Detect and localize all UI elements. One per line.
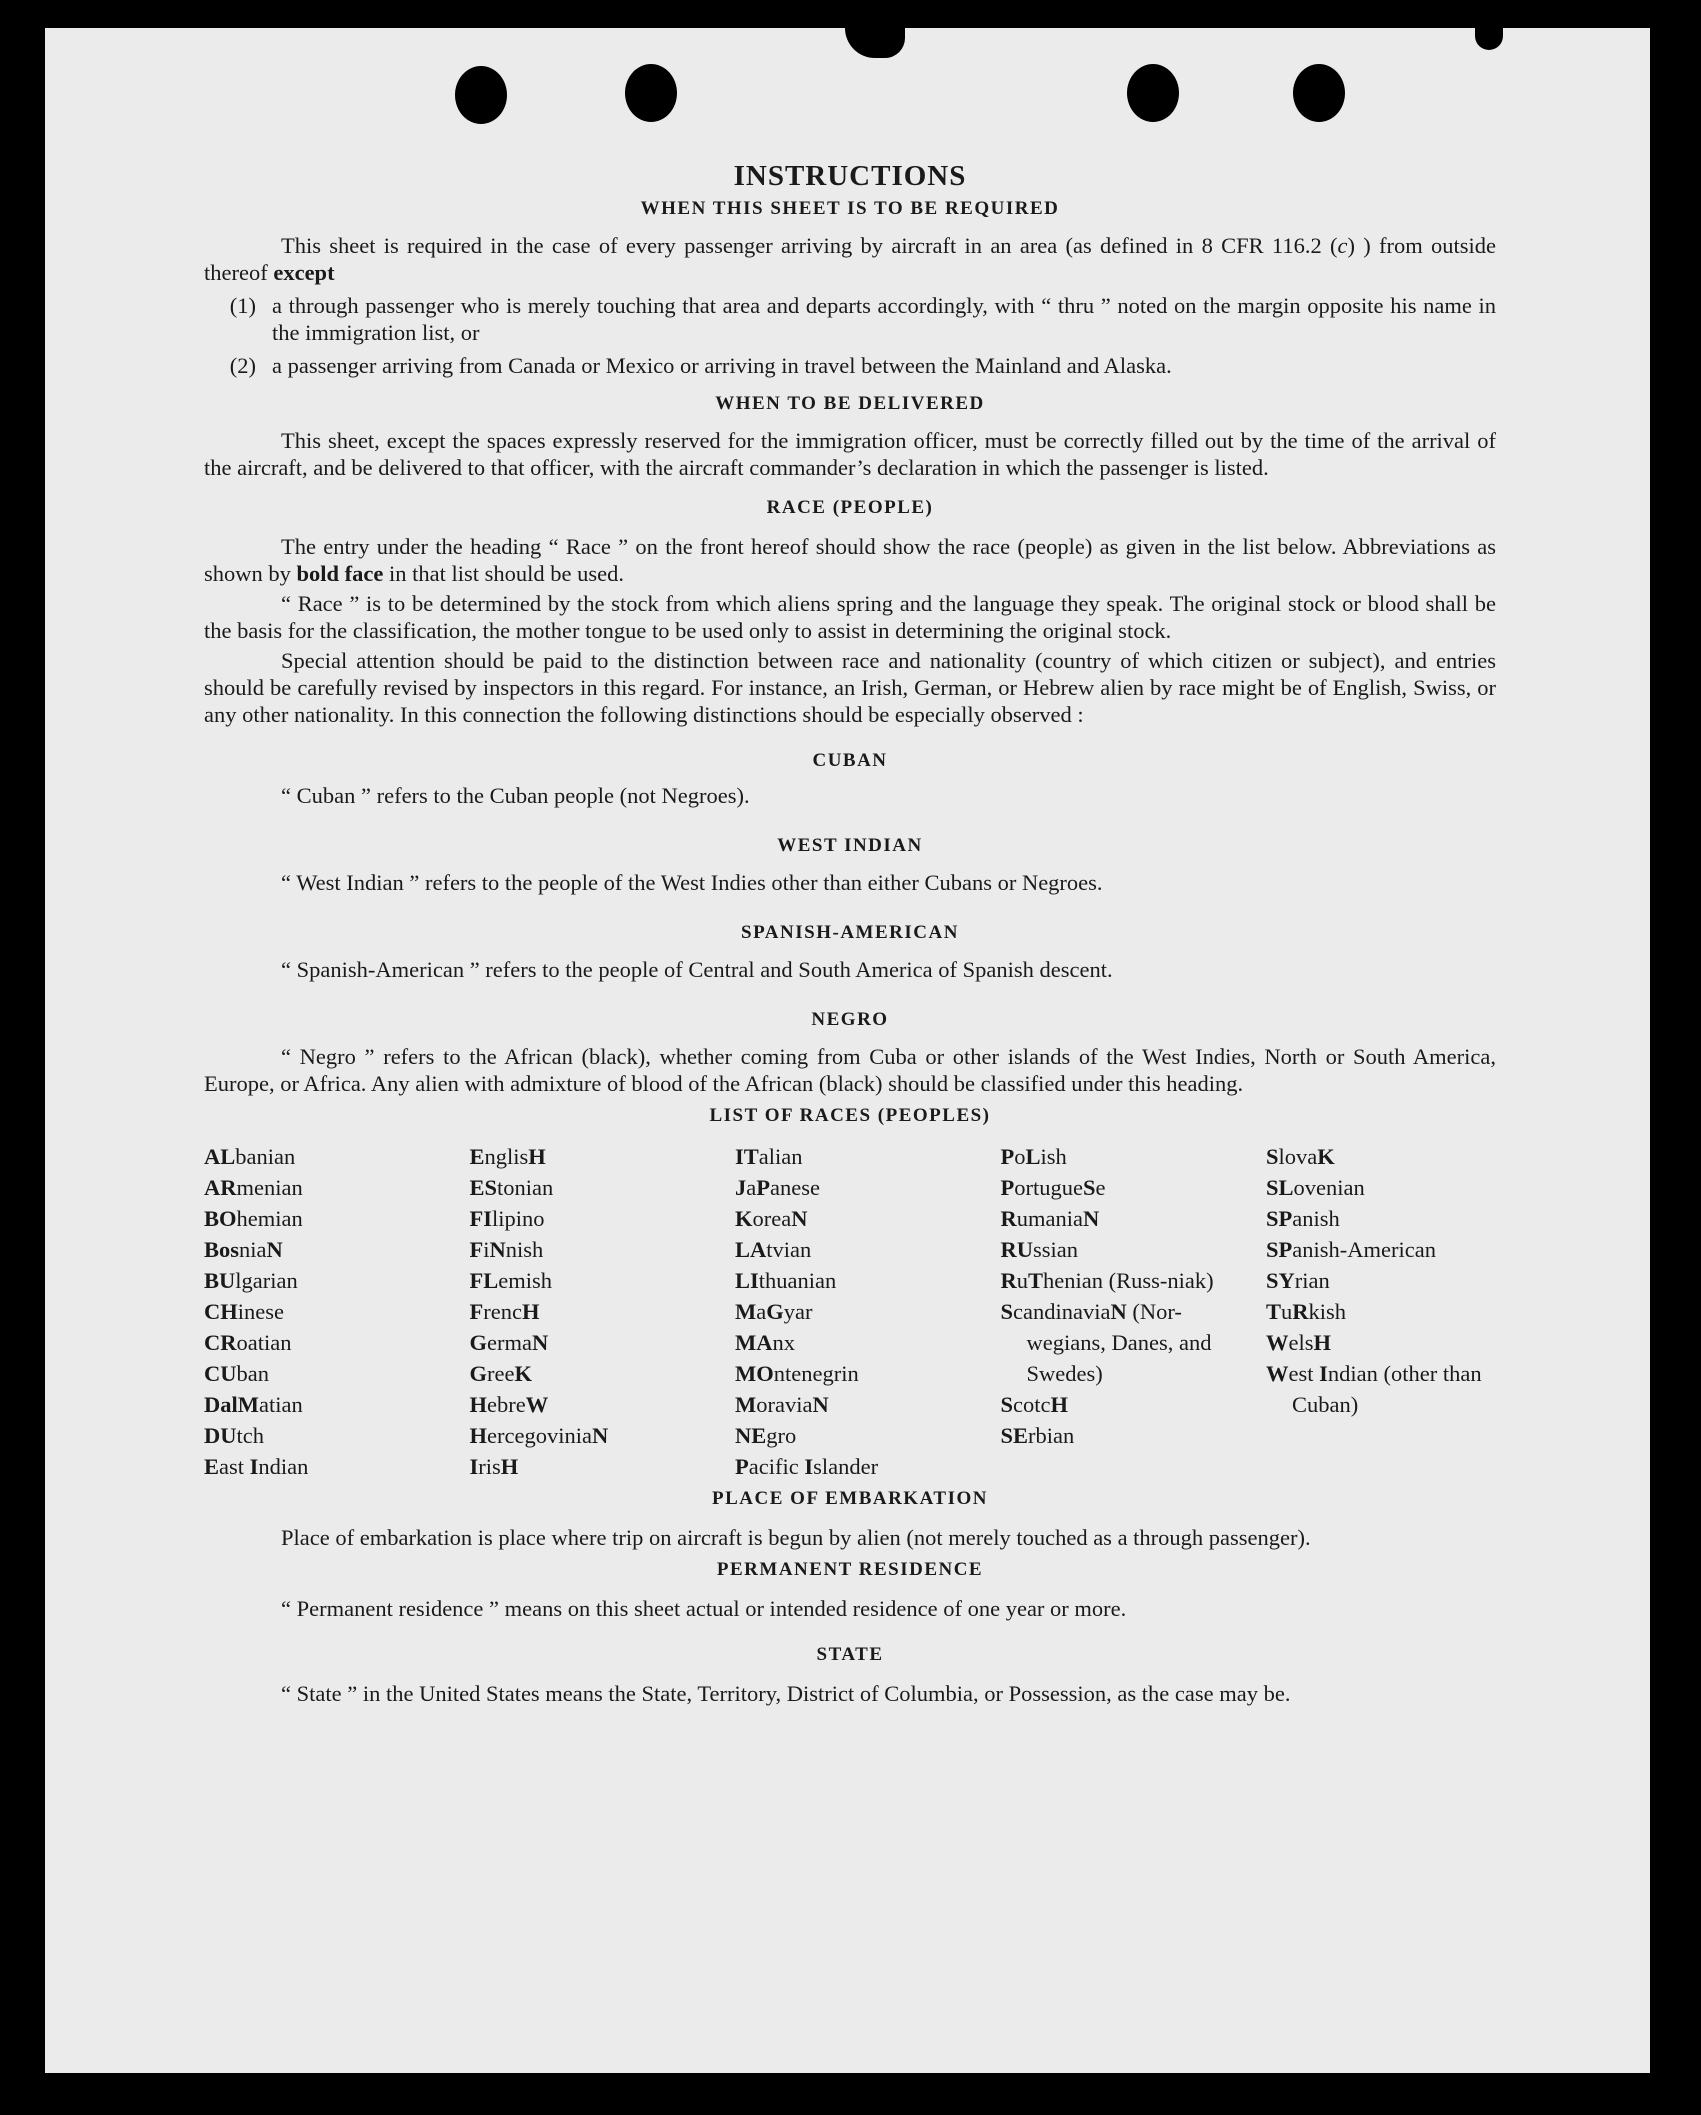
race-entry (470, 1141, 700, 1172)
race-text: thuanian (758, 1268, 837, 1293)
race-entry (470, 1358, 700, 1389)
race-abbreviation: DU (204, 1423, 237, 1448)
race-abbreviation: K (735, 1206, 753, 1231)
race-paragraph-2: “ Race ” is to be determined by the stock from which aliens spring and the language they speak. The original stock or blood shall be the basis for the classification, the mother tongue to be used only to assist in determining the original stock. (204, 591, 1496, 643)
race-text: nia (239, 1237, 267, 1262)
race-abbreviation: R (1292, 1299, 1309, 1324)
race-entry (470, 1389, 700, 1420)
race-text: alian (758, 1144, 803, 1169)
heading-when-delivered: WHEN TO BE DELIVERED (715, 393, 985, 414)
race-text: ndian (other than Cuban) (1292, 1361, 1482, 1417)
race-entry (735, 1327, 965, 1358)
exception-number: (1) (229, 293, 256, 318)
race-paragraph-1 (204, 533, 1496, 587)
race-text: ree (487, 1361, 515, 1386)
spanish-american-text: “ Spanish-American ” refers to the people of Central and South America of Spanish descent. (281, 957, 1113, 982)
race-text: menian (236, 1175, 303, 1200)
race-text: slander (813, 1454, 879, 1479)
race-abbreviation: LI (735, 1268, 759, 1293)
race-abbreviation: SP (1266, 1237, 1293, 1262)
race-abbreviation: SP (1266, 1206, 1293, 1231)
race-text: ish (1040, 1144, 1067, 1169)
race-abbreviation: W (1266, 1330, 1289, 1355)
race-text: candinavia (1013, 1299, 1111, 1324)
race-abbreviation: H (469, 1423, 488, 1448)
embarkation-text: Place of embarkation is place where trip on aircraft is begun by alien (not merely touched as a through passenger). (281, 1525, 1311, 1550)
heading-spanish-american: SPANISH-AMERICAN (741, 922, 959, 943)
race-entry (1001, 1296, 1231, 1389)
race-abbreviation: M (735, 1392, 757, 1417)
race-text: i (483, 1237, 490, 1262)
race-entry (204, 1172, 434, 1203)
race-entry (1001, 1420, 1231, 1451)
race-abbreviation: MA (735, 1330, 773, 1355)
race-abbreviation: L (1025, 1144, 1041, 1169)
races-column (735, 1141, 965, 1482)
race-entry (1266, 1265, 1496, 1296)
race-abbreviation: CH (204, 1299, 238, 1324)
race-text: orea (752, 1206, 792, 1231)
heading-permanent-residence: PERMANENT RESIDENCE (716, 1559, 984, 1580)
race-abbreviation: K (514, 1361, 532, 1386)
exception-item (47, 352, 1496, 379)
race-abbreviation: G (469, 1361, 488, 1386)
residence-text: “ Permanent residence ” means on this sheet actual or intended residence of one year or more. (281, 1596, 1127, 1621)
race-abbreviation: SL (1266, 1175, 1294, 1200)
state-text: “ State ” in the United States means the State, Territory, District of Columbia, or Possession, as the case may be. (281, 1681, 1291, 1706)
race-entry (470, 1203, 700, 1234)
race-abbreviation: Dal (204, 1392, 238, 1417)
race-text: o (1014, 1144, 1026, 1169)
race-abbreviation: N (591, 1423, 609, 1448)
race-abbreviation: E (204, 1454, 220, 1479)
punch-hole (1127, 64, 1179, 122)
race-text: anish-American (1292, 1237, 1436, 1262)
race-abbreviation: F (469, 1299, 484, 1324)
exception-text: a passenger arriving from Canada or Mexico or arriving in travel between the Mainland and Alaska. (272, 353, 1172, 378)
race-abbreviation: BO (204, 1206, 237, 1231)
race-abbreviation: I (1319, 1361, 1328, 1386)
race-entry (1001, 1141, 1231, 1172)
race-entry (1266, 1358, 1496, 1420)
race-text: ercegovinia (487, 1423, 592, 1448)
race-entry (204, 1358, 434, 1389)
race-text: yar (783, 1299, 813, 1324)
race-entry (1001, 1172, 1231, 1203)
race-text: rbian (1028, 1423, 1075, 1448)
punch-hole (1293, 64, 1345, 122)
heading-when-required: WHEN THIS SHEET IS TO BE REQUIRED (640, 198, 1060, 219)
race-entry (1001, 1389, 1231, 1420)
races-column (1266, 1141, 1496, 1482)
race-entry (204, 1389, 434, 1420)
west-indian-text: “ West Indian ” refers to the people of the West Indies other than either Cubans or Negroes. (281, 870, 1103, 895)
race-text: (Nor-wegians, Danes, and Swedes) (1026, 1299, 1212, 1386)
race-text: tonian (497, 1175, 554, 1200)
race-abbreviation: P (735, 1454, 749, 1479)
race-abbreviation: R (1000, 1268, 1017, 1293)
race-text: emish (498, 1268, 553, 1293)
negro-text: “ Negro ” refers to the African (black), whether coming from Cuba or other islands of the West Indies, North or South America, Europe, or Africa. Any alien with admixture of blood of the African (black) should be classified under this heading. (204, 1044, 1496, 1096)
race-abbreviation: I (469, 1454, 479, 1479)
race-text: kish (1308, 1299, 1347, 1324)
race-abbreviation: S (1000, 1299, 1014, 1324)
race-entry (1001, 1234, 1231, 1265)
race-text: nglis (484, 1144, 529, 1169)
race-entry (204, 1265, 434, 1296)
race-text: ban (236, 1361, 269, 1386)
heading-race: RACE (PEOPLE) (766, 497, 934, 518)
race-entry (1266, 1327, 1496, 1358)
race-text: rian (1294, 1268, 1330, 1293)
race-abbreviation: T (1028, 1268, 1044, 1293)
race-abbreviation: RU (1000, 1237, 1033, 1262)
race-entry (735, 1296, 965, 1327)
race-text: cotc (1013, 1392, 1051, 1417)
race-abbreviation: S (1082, 1175, 1096, 1200)
race-abbreviation: H (469, 1392, 488, 1417)
race-text: a (746, 1175, 757, 1200)
race-entry (1266, 1296, 1496, 1327)
race-abbreviation: N (1082, 1206, 1100, 1231)
race-entry (735, 1265, 965, 1296)
when-required-text-italic: c (1337, 233, 1348, 258)
race-text: e (1095, 1175, 1106, 1200)
race-entry (470, 1172, 700, 1203)
race-text: nish (505, 1237, 544, 1262)
race-abbreviation: AL (204, 1144, 236, 1169)
race-entry (204, 1451, 434, 1482)
race-paragraph-3: Special attention should be paid to the distinction between race and nationality (country of which citizen or subject), and entries should be carefully revised by inspectors in this regard. For instance, an Irish, German, or Hebrew alien by race might be of English, Swiss, or any other nationality. In this connection the following distinctions should be especially observed : (204, 648, 1496, 727)
race-text: hemian (236, 1206, 303, 1231)
race-abbreviation: H (1313, 1330, 1332, 1355)
race-abbreviation: W (1266, 1361, 1289, 1386)
race-text: anish (1292, 1206, 1340, 1231)
race-text: anese (770, 1175, 820, 1200)
race-abbreviation: F (469, 1237, 484, 1262)
paper-tear (845, 28, 905, 58)
race-text: henian (Russ-niak) (1043, 1268, 1214, 1293)
race-text: u (1016, 1268, 1028, 1293)
race-abbreviation: J (735, 1175, 747, 1200)
race-entry (735, 1389, 965, 1420)
race-abbreviation: FL (469, 1268, 499, 1293)
race-abbreviation: BU (204, 1268, 236, 1293)
instructions-content (204, 160, 1496, 1707)
when-required-text (204, 232, 1496, 286)
race-abbreviation: N (531, 1330, 549, 1355)
race-text: lipino (492, 1206, 545, 1231)
races-list (204, 1141, 1496, 1482)
race-abbreviation: N (1110, 1299, 1127, 1324)
race-text: umania (1016, 1206, 1083, 1231)
exception-number: (2) (229, 353, 256, 378)
race-abbreviation: I (249, 1454, 259, 1479)
heading-state: STATE (816, 1644, 884, 1665)
race-abbreviation: P (756, 1175, 770, 1200)
race-abbreviation: N (791, 1206, 808, 1231)
heading-list-of-races: LIST OF RACES (PEOPLES) (709, 1105, 991, 1126)
race-text: ndian (258, 1454, 309, 1479)
paper-tear (1475, 28, 1503, 50)
race-text: ovenian (1293, 1175, 1365, 1200)
race-abbreviation: H (528, 1144, 546, 1169)
race-text: acific (748, 1454, 805, 1479)
race-text: lova (1278, 1144, 1318, 1169)
race-entry (470, 1451, 700, 1482)
race-abbreviation: H (1050, 1392, 1069, 1417)
race-abbreviation: IT (735, 1144, 759, 1169)
race-entry (204, 1203, 434, 1234)
heading-negro: NEGRO (811, 1009, 889, 1030)
race-text: atian (259, 1392, 303, 1417)
race-entry (735, 1420, 965, 1451)
race-entry (470, 1327, 700, 1358)
when-required-text-bold: except (273, 260, 335, 285)
race-abbreviation: M (735, 1299, 757, 1324)
race-abbreviation: N (812, 1392, 829, 1417)
when-required-text-start: This sheet is required in the case of every passenger arriving by aircraft in an area (as defined in 8 CFR 116.2 ( (281, 233, 1338, 258)
race-paragraph-1-bold: bold face (296, 561, 384, 586)
race-abbreviation: FI (469, 1206, 492, 1231)
race-abbreviation: H (521, 1299, 540, 1324)
race-entry (1266, 1234, 1496, 1265)
exception-text: a through passenger who is merely touching that area and departs accordingly, with “ thru ” noted on the margin opposite his name in the immigration list, or (272, 293, 1496, 345)
races-column (470, 1141, 700, 1482)
race-entry (204, 1327, 434, 1358)
race-text: els (1288, 1330, 1314, 1355)
race-abbreviation: K (1317, 1144, 1335, 1169)
race-entry (735, 1172, 965, 1203)
race-entry (735, 1358, 965, 1389)
race-entry (470, 1234, 700, 1265)
race-entry (204, 1141, 434, 1172)
race-text: renc (483, 1299, 522, 1324)
race-abbreviation: CU (204, 1361, 237, 1386)
race-abbreviation: P (1000, 1175, 1015, 1200)
race-text: oatian (236, 1330, 292, 1355)
race-entry (470, 1420, 700, 1451)
race-text: oravia (756, 1392, 813, 1417)
race-entry (1001, 1203, 1231, 1234)
race-text: u (1281, 1299, 1293, 1324)
heading-cuban: CUBAN (812, 750, 888, 771)
race-text: tvian (766, 1237, 812, 1262)
race-entry (204, 1234, 434, 1265)
race-abbreviation: AR (204, 1175, 237, 1200)
races-column (1001, 1141, 1231, 1482)
race-abbreviation: N (266, 1237, 283, 1262)
race-entry (1266, 1203, 1496, 1234)
race-entry (1266, 1172, 1496, 1203)
race-abbreviation: G (766, 1299, 784, 1324)
cuban-text: “ Cuban ” refers to the Cuban people (not Negroes). (281, 783, 750, 808)
race-entry (470, 1265, 700, 1296)
race-abbreviation: N (489, 1237, 506, 1262)
page-title: INSTRUCTIONS (733, 160, 967, 192)
race-text: ast (219, 1454, 250, 1479)
race-entry (735, 1234, 965, 1265)
race-entry (470, 1296, 700, 1327)
race-paragraph-1-start: The entry under the heading “ Race ” on the front hereof should show the race (people) as given in the list below. Abbreviations as shown by (204, 534, 1496, 586)
race-abbreviation: SY (1266, 1268, 1295, 1293)
race-abbreviation: T (1266, 1299, 1282, 1324)
race-abbreviation: NE (735, 1423, 767, 1448)
race-abbreviation: G (469, 1330, 488, 1355)
exception-item (47, 292, 1496, 346)
race-entry (735, 1141, 965, 1172)
race-abbreviation: S (1266, 1144, 1279, 1169)
race-abbreviation: R (1000, 1206, 1017, 1231)
race-text: ris (478, 1454, 501, 1479)
race-abbreviation: I (804, 1454, 814, 1479)
race-abbreviation: E (469, 1144, 485, 1169)
race-text: ntenegrin (773, 1361, 859, 1386)
race-abbreviation: MO (735, 1361, 774, 1386)
race-abbreviation: M (237, 1392, 259, 1417)
race-entry (735, 1451, 965, 1482)
race-abbreviation: W (525, 1392, 549, 1417)
race-text: inese (237, 1299, 284, 1324)
race-abbreviation: H (500, 1454, 519, 1479)
heading-place-of-embarkation: PLACE OF EMBARKATION (712, 1488, 988, 1509)
race-paragraph-1-end: in that list should be used. (383, 561, 625, 586)
when-required-text-mid: ) ) from outside thereof (204, 233, 1497, 285)
race-abbreviation: SE (1000, 1423, 1029, 1448)
race-text: gro (766, 1423, 797, 1448)
race-text: ortugue (1014, 1175, 1083, 1200)
race-text: ebre (487, 1392, 526, 1417)
race-abbreviation: ES (469, 1175, 498, 1200)
race-entry (204, 1296, 434, 1327)
race-abbreviation: P (1000, 1144, 1015, 1169)
race-abbreviation: CR (204, 1330, 237, 1355)
race-text: ssian (1033, 1237, 1078, 1262)
race-text: banian (235, 1144, 296, 1169)
when-delivered-text: This sheet, except the spaces expressly reserved for the immigration officer, must be correctly filled out by the time of the arrival of the aircraft, and be delivered to that officer, with the aircraft commander’s declaration in which the passenger is listed. (204, 428, 1496, 480)
punch-hole (625, 64, 677, 122)
race-text: a (756, 1299, 767, 1324)
races-column (204, 1141, 434, 1482)
heading-west-indian: WEST INDIAN (777, 835, 923, 856)
race-text: tch (236, 1423, 264, 1448)
race-text: est (1288, 1361, 1320, 1386)
race-entry (204, 1420, 434, 1451)
race-entry (735, 1203, 965, 1234)
race-text: lgarian (235, 1268, 298, 1293)
race-abbreviation: S (1000, 1392, 1014, 1417)
punch-hole (455, 66, 507, 124)
race-text: nx (772, 1330, 795, 1355)
race-entry (1266, 1141, 1496, 1172)
race-abbreviation: LA (735, 1237, 767, 1262)
race-text: erma (487, 1330, 532, 1355)
race-entry (1001, 1265, 1231, 1296)
race-abbreviation: Bos (204, 1237, 240, 1262)
